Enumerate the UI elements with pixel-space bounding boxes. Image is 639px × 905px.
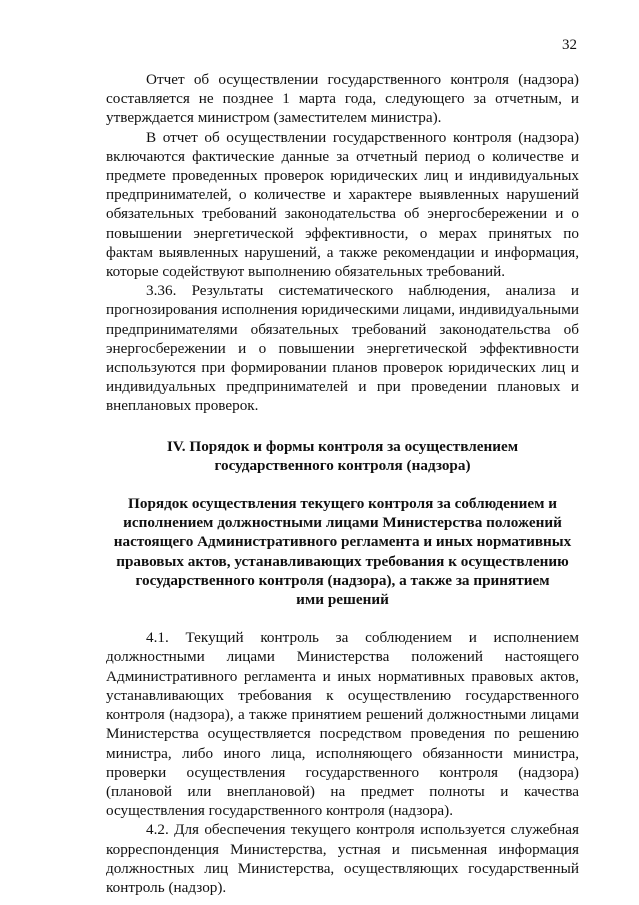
- paragraph-4-2: 4.2. Для обеспечения текущего контроля используется служебная корреспонденция Министерства, устная и письменная информация должностных лиц Министерства, осуществляющих государственный контроль (надзор).: [106, 821, 579, 896]
- paragraph-4-1: 4.1. Текущий контроль за соблюдением и исполнением должностными лицами Министерства положений настоящего Административного регламента и иных нормативных правовых актов, устанавливающих требования к осуществлению государственного контроля (надзора), а также принятием решений должностными лицами Министерства осуществляется посредством проведения по решению министра, либо иного лица, исполняющего обязанности министра, проверки осуществления государственного контроля (надзора) (плановой или внеплановой) на предмет полноты и качества осуществления государственного контроля (надзора).: [106, 629, 579, 820]
- paragraph-report-contents: В отчет об осуществлении государственного контроля (надзора) включаются фактические данные за отчетный период о количестве и предмете проведенных проверок юридических лиц и индивидуальных предпринимателей, о количестве и характере выявленных нарушений обязательных требований законодательства об энергосбережении и о повышении энергетической эффективности, о мерах принятых по фактам выявленных нарушений, а также рекомендации и информация, которые содействуют выполнению обязательных требований.: [106, 128, 579, 281]
- subtitle-line: Порядок осуществления текущего контроля за соблюдением и: [128, 495, 557, 513]
- paragraph-3-36: 3.36. Результаты систематического наблюдения, анализа и прогнозирования исполнения юридическими лицами, индивидуальными предпринимателями обязательных требований законодательства об энергосбережении и о повышении энергетической эффективности используются при формировании планов проверок юридических лиц и индивидуальных предпринимателей и при проведении плановых и внеплановых проверок.: [106, 282, 579, 415]
- subtitle-line: исполнением должностными лицами Министерства положений: [123, 514, 562, 532]
- subtitle-line: правовых актов, устанавливающих требования к осуществлению: [116, 552, 569, 570]
- paragraph-report-deadline: Отчет об осуществлении государственного контроля (надзора) составляется не позднее 1 марта года, следующего за отчетным, и утверждается министром (заместителем министра).: [106, 71, 579, 127]
- subtitle-line: настоящего Административного регламента и иных нормативных: [113, 533, 572, 551]
- section-subtitle: [106, 494, 579, 609]
- section-title-line: IV. Порядок и формы контроля за осуществлением: [166, 437, 519, 455]
- subtitle-line: государственного контроля (надзора), а также за принятием: [135, 571, 550, 589]
- section-title-line: государственного контроля (надзора): [214, 456, 471, 474]
- subtitle-line: ими решений: [296, 591, 389, 609]
- section-iv-title: [106, 437, 579, 475]
- page-number: 32: [562, 37, 577, 53]
- page-content: [106, 70, 579, 897]
